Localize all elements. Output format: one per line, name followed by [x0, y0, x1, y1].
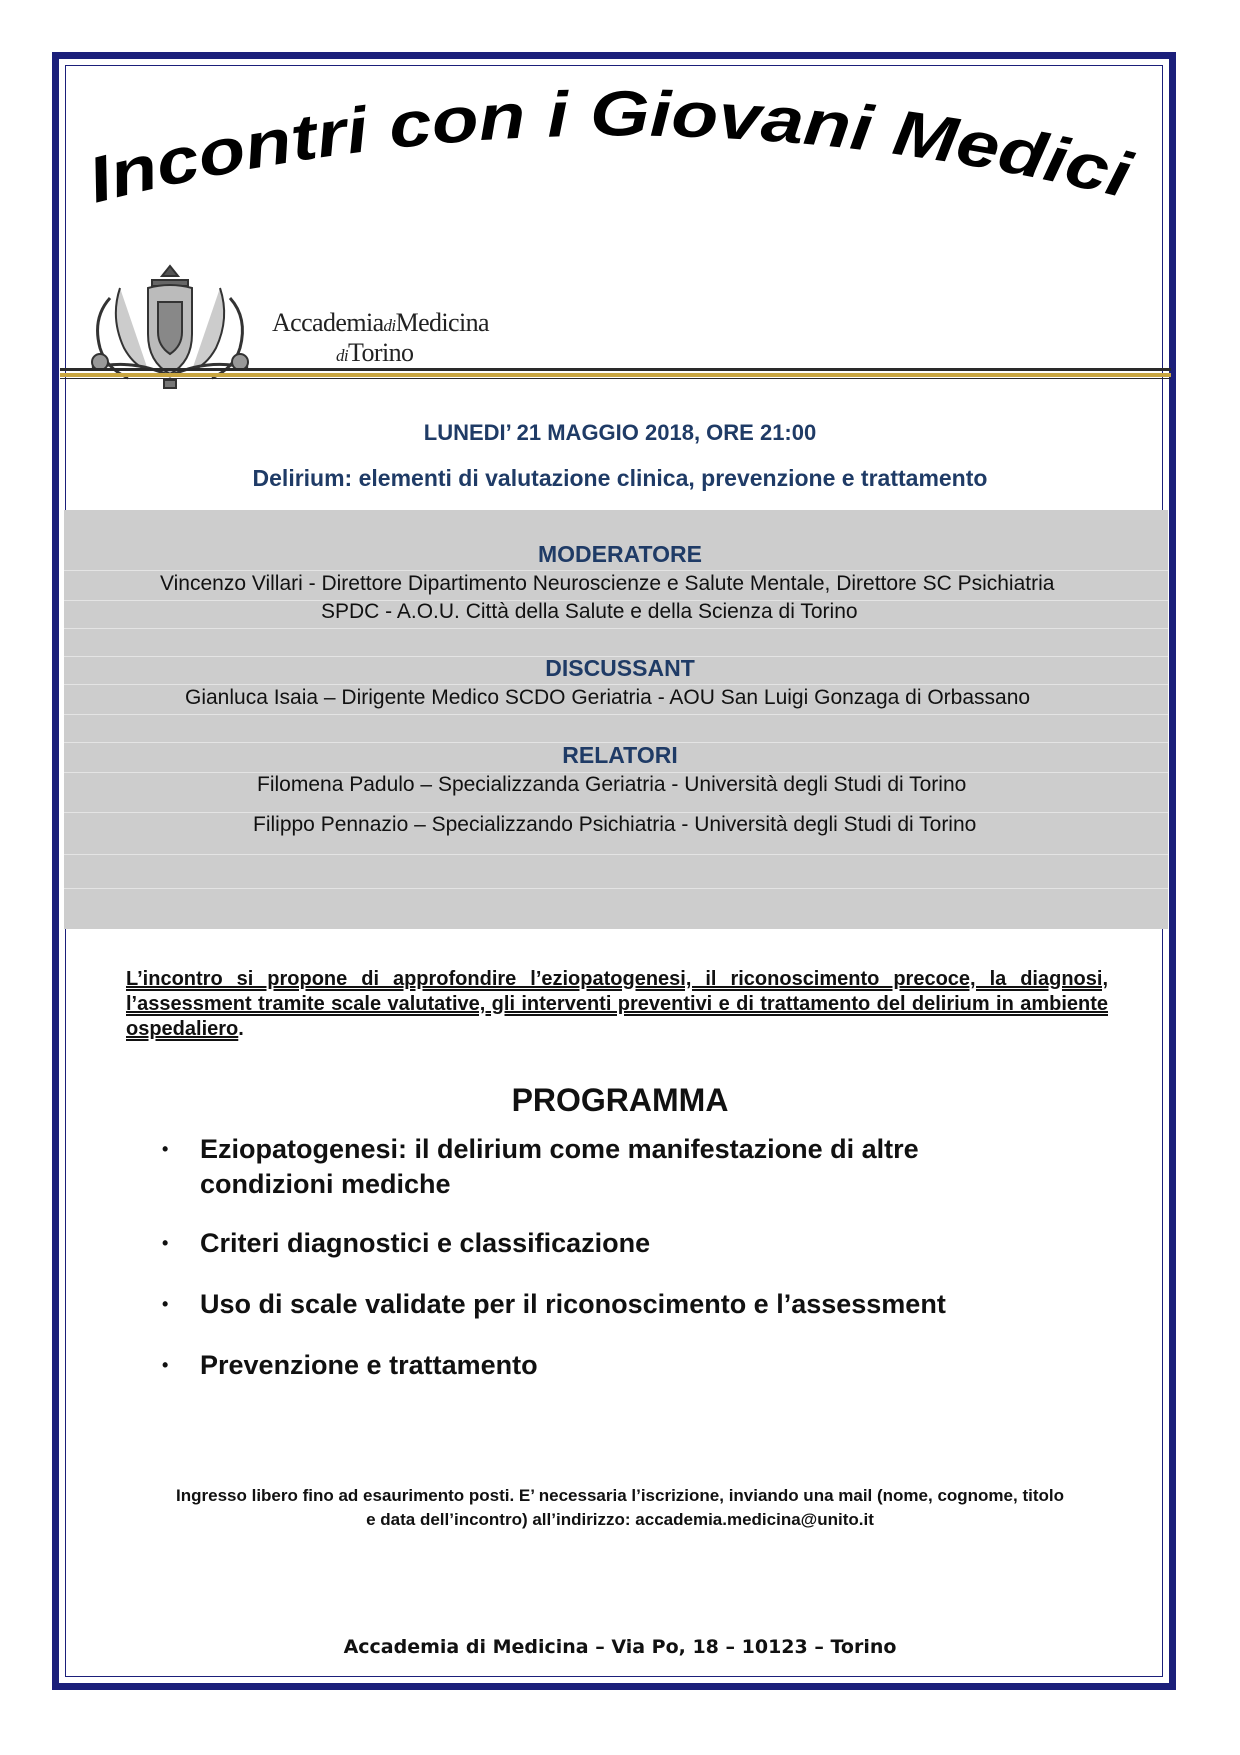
- bullet-icon: •: [162, 1294, 169, 1314]
- discussant-heading: DISCUSSANT: [545, 655, 695, 681]
- moderatore-line2: SPDC - A.O.U. Città della Salute e della Scienza di Torino: [321, 600, 858, 623]
- academy-word-di-2: di: [336, 346, 349, 365]
- flyer-title: [80, 77, 1145, 218]
- programma-item: [162, 1287, 1062, 1322]
- academy-name-line1: [272, 310, 489, 336]
- moderatore-heading: MODERATORE: [538, 541, 702, 567]
- access-note: [0, 1484, 1240, 1532]
- academy-name-line2: [336, 340, 489, 366]
- bullet-icon: •: [162, 1139, 169, 1159]
- relatori-line2: Filippo Pennazio – Specializzando Psichiatria - Università degli Studi di Torino: [253, 813, 977, 836]
- academy-name: [272, 310, 489, 366]
- programma-item: [162, 1226, 1062, 1261]
- intro-tail: .: [238, 1018, 244, 1040]
- programma-list: [162, 1132, 1062, 1383]
- bullet-icon: •: [162, 1355, 169, 1375]
- access-note-line2: e data dell’incontro) all’indirizzo: accademia.medicina@unito.it: [366, 1510, 874, 1529]
- box-divider: [64, 854, 1168, 855]
- intro-paragraph: [126, 967, 1108, 1042]
- intro-underlined-text: L’incontro si propone di approfondire l’eziopatogenesi, il riconoscimento precoce, la diagnosi, l’assessment tramite scale valutative, gli interventi preventivi e di trattamento del delirium in ambiente ospedaliero: [126, 968, 1108, 1040]
- header-rule-gold: [60, 373, 1171, 377]
- event-date: LUNEDI’ 21 MAGGIO 2018, ORE 21:00: [423, 420, 817, 445]
- relatori-heading: RELATORI: [562, 742, 678, 768]
- programma-item-text: Eziopatogenesi: il delirium come manifestazione di altre condizioni mediche: [200, 1134, 919, 1199]
- academy-word-accademia: Accademia: [272, 308, 384, 337]
- academy-word-torino: Torino: [348, 338, 414, 367]
- moderatore-line1: Vincenzo Villari - Direttore Dipartimento Neuroscienze e Salute Mentale, Direttore SC Psichiatria: [160, 572, 1055, 595]
- discussant-line1: Gianluca Isaia – Dirigente Medico SCDO Geriatria - AOU San Luigi Gonzaga di Orbassano: [185, 686, 1031, 709]
- relatori-line1: Filomena Padulo – Specializzanda Geriatria - Università degli Studi di Torino: [257, 773, 967, 796]
- box-divider: [64, 570, 1168, 571]
- bullet-icon: •: [162, 1233, 169, 1253]
- header-rule-dark: [60, 368, 1171, 371]
- box-divider: [64, 628, 1168, 629]
- access-note-line1: Ingresso libero fino ad esaurimento posti. E’ necessaria l’iscrizione, inviando una mail (nome, cognome, titolo: [176, 1486, 1064, 1505]
- programma-item-text: Uso di scale validate per il riconoscimento e l’assessment: [200, 1289, 946, 1319]
- academy-word-di: di: [383, 316, 396, 335]
- programma-item: [162, 1348, 1062, 1383]
- academy-word-medicina: Medicina: [395, 308, 489, 337]
- programma-item-text: Prevenzione e trattamento: [200, 1350, 538, 1380]
- programma-item: [162, 1132, 1000, 1202]
- box-divider: [64, 684, 1168, 685]
- footer-address: Accademia di Medicina – Via Po, 18 – 10123 – Torino: [343, 1636, 897, 1658]
- header-rule-thin: [60, 378, 1171, 379]
- box-divider: [64, 714, 1168, 715]
- programma-heading: PROGRAMMA: [511, 1082, 729, 1118]
- event-topic: Delirium: elementi di valutazione clinica, prevenzione e trattamento: [252, 465, 988, 491]
- flyer-title-text: Incontri con i Giovani Medici: [80, 77, 1135, 217]
- box-divider: [64, 888, 1168, 889]
- programma-item-text: Criteri diagnostici e classificazione: [200, 1228, 651, 1258]
